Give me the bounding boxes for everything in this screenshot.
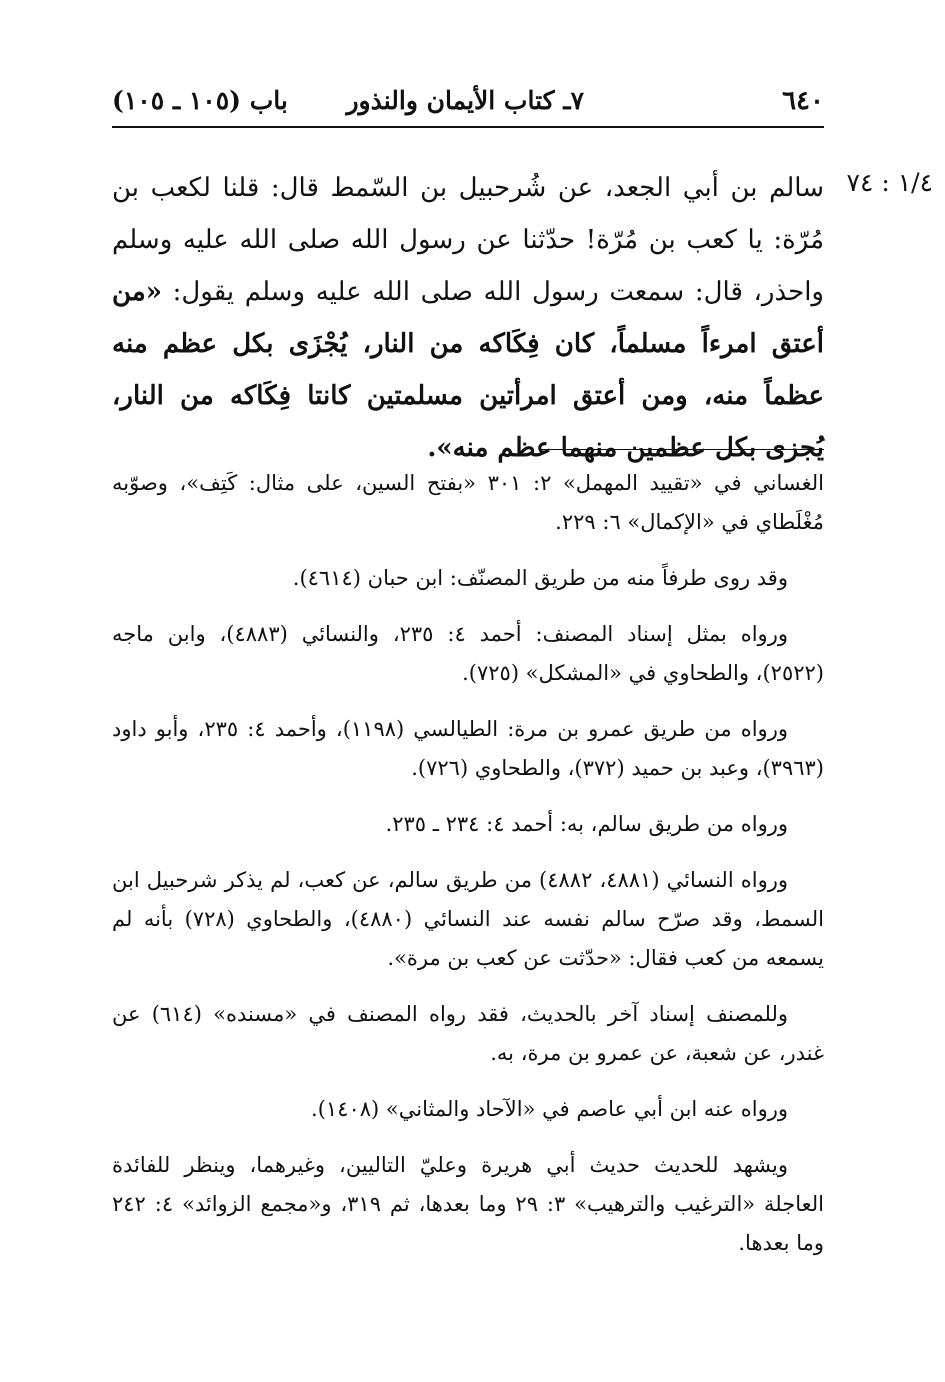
- footnote-paragraph: وللمصنف إسناد آخر بالحديث، فقد رواه المصنف في «مسنده» (٦١٤) عن غندر، عن شعبة، عن عمرو بن مرة، به.: [112, 1002, 824, 1065]
- hadith-text: [112, 162, 824, 474]
- footnotes: [112, 464, 824, 1280]
- footnote-paragraph: الغساني في «تقييد المهمل» ٢: ٣٠١ «بفتح السين، على مثال: كَتِف»، وصوّبه مُغْلَطاي في «الإكمال» ٦: ٢٢٩.: [112, 471, 824, 534]
- book-title: ٧ـ كتاب الأيمان والنذور: [346, 86, 584, 115]
- page-number: ٦٤٠: [782, 86, 824, 116]
- chapter-range: باب (١٠٥ ـ ١٠٥): [112, 86, 288, 115]
- footnote-paragraph: وقد روى طرفاً منه من طريق المصنّف: ابن حبان (٤٦١٤).: [292, 566, 788, 590]
- header-divider: [112, 126, 824, 128]
- footnote-paragraph: ورواه من طريق سالم، به: أحمد ٤: ٢٣٤ ـ ٢٣٥.: [385, 812, 788, 836]
- footnote-paragraph: ورواه عنه ابن أبي عاصم في «الآحاد والمثاني» (١٤٠٨).: [311, 1097, 788, 1121]
- hadith-reference: ١/٤ : ٧٤: [846, 168, 933, 197]
- footnote-paragraph: ورواه النسائي (٤٨٨١، ٤٨٨٢) من طريق سالم، عن كعب، لم يذكر شرحبيل ابن السمط، وقد صرّح سالم نفسه عند النسائي (٤٨٨٠)، والطحاوي (٧٢٨) بأنه لم يسمعه من كعب فقال: «حدّثت عن كعب بن مرة».: [112, 868, 824, 970]
- footnote-paragraph: ورواه من طريق عمرو بن مرة: الطيالسي (١١٩٨)، وأحمد ٤: ٢٣٥، وأبو داود (٣٩٦٣)، وعبد بن حميد (٣٧٢)، والطحاوي (٧٢٦).: [112, 717, 824, 780]
- footnote-paragraph: ورواه بمثل إسناد المصنف: أحمد ٤: ٢٣٥، والنسائي (٤٨٨٣)، وابن ماجه (٢٥٢٢)، والطحاوي في «المشكل» (٧٢٥).: [112, 622, 824, 685]
- footnote-divider: [540, 449, 824, 450]
- hadith-isnad: سالم بن أبي الجعد، عن شُرحبيل بن السّمط قال: قلنا لكعب بن مُرّة: يا كعب بن مُرّة! حدّثنا عن رسول الله صلى الله عليه وسلم واحذر، قال: سمعت رسول الله صلى الله عليه وسلم يقول:: [112, 173, 824, 307]
- footnote-paragraph: ويشهد للحديث حديث أبي هريرة وعليّ التاليين، وغيرهما، وينظر للفائدة العاجلة «الترغيب والترهيب» ٣: ٢٩ وما بعدها، ثم ٣١٩، و«مجمع الزوائد» ٤: ٢٤٢ وما بعدها.: [112, 1153, 824, 1255]
- page-header: [112, 82, 824, 122]
- hadith-matn: «من أعتق امرءاً مسلماً، كان فِكَاكه من النار، يُجْزَى بكل عظم منه عظماً منه، ومن أعتق امرأتين مسلمتين كانتا فِكَاكه من النار، يُجزى بكل عظمين منهما عظم منه».: [112, 277, 824, 463]
